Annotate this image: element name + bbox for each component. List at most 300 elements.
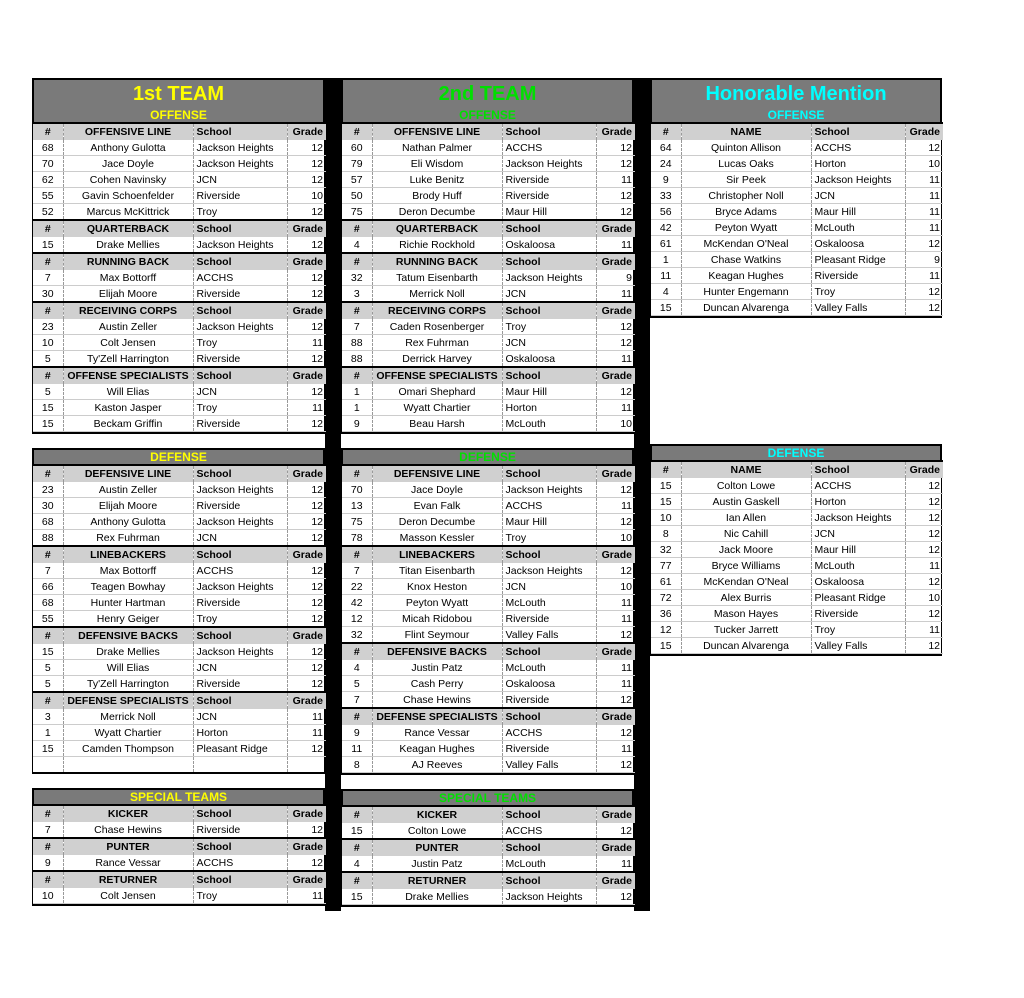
column-header-school: School	[502, 465, 596, 482]
player-row	[33, 482, 326, 498]
player-row	[33, 579, 326, 595]
player-name: Sir Peek	[681, 172, 811, 188]
player-school: Maur Hill	[811, 204, 905, 220]
player-row	[33, 563, 326, 579]
player-row	[651, 478, 943, 494]
player-name: Chase Hewins	[372, 692, 502, 709]
second-offense-label: OFFENSE	[342, 108, 633, 122]
player-name: Duncan Alvarenga	[681, 300, 811, 316]
player-grade: 12	[596, 140, 635, 156]
player-row	[651, 510, 943, 526]
player-school: Jackson Heights	[502, 482, 596, 498]
column-header-school: School	[193, 871, 287, 888]
position-label: DEFENSE SPECIALISTS	[63, 692, 193, 709]
empty-cell	[287, 757, 326, 773]
player-row	[33, 855, 326, 871]
player-name: Rance Vessar	[63, 855, 193, 871]
player-school: McLouth	[502, 660, 596, 676]
player-school: ACCHS	[811, 478, 905, 494]
player-grade: 11	[596, 286, 635, 303]
column-header-school: School	[502, 643, 596, 660]
player-number: 32	[651, 542, 681, 558]
player-name: Derrick Harvey	[372, 351, 502, 368]
player-name: Anthony Gulotta	[63, 514, 193, 530]
column-header-school: School	[502, 123, 596, 140]
player-school: JCN	[193, 384, 287, 400]
player-row	[651, 236, 943, 252]
player-name: Knox Heston	[372, 579, 502, 595]
player-name: Jace Doyle	[63, 156, 193, 172]
player-school: Jackson Heights	[193, 156, 287, 172]
player-school: Pleasant Ridge	[811, 590, 905, 606]
player-row	[342, 741, 635, 757]
player-row	[342, 498, 635, 514]
player-row	[342, 579, 635, 595]
column-header-grade: Grade	[596, 643, 635, 660]
player-grade: 10	[596, 579, 635, 595]
player-row	[33, 530, 326, 547]
first-offense-label: OFFENSE	[33, 108, 324, 122]
player-row	[342, 172, 635, 188]
column-header-number: #	[342, 643, 372, 660]
player-number: 32	[342, 270, 372, 286]
position-header	[342, 123, 635, 140]
column-header-school: School	[811, 123, 905, 140]
first-defense-label: DEFENSE	[33, 450, 324, 464]
player-school: ACCHS	[811, 140, 905, 156]
column-header-school: School	[193, 465, 287, 482]
column-header-number: #	[342, 367, 372, 384]
player-grade: 12	[596, 335, 635, 351]
player-row	[33, 611, 326, 628]
player-name: Duncan Alvarenga	[681, 638, 811, 654]
player-grade: 12	[905, 236, 943, 252]
player-number: 75	[342, 514, 372, 530]
player-row	[651, 622, 943, 638]
position-header	[342, 367, 635, 384]
first-title: 1st TEAM	[33, 78, 324, 108]
player-row	[33, 595, 326, 611]
player-school: Riverside	[502, 741, 596, 757]
second-title: 2nd TEAM	[342, 78, 633, 108]
player-number: 70	[33, 156, 63, 172]
player-name: Camden Thompson	[63, 741, 193, 757]
player-number: 79	[342, 156, 372, 172]
player-name: Colt Jensen	[63, 335, 193, 351]
player-name: Beckam Griffin	[63, 416, 193, 432]
player-row	[342, 351, 635, 368]
column-header-school: School	[193, 367, 287, 384]
position-label: LINEBACKERS	[63, 546, 193, 563]
player-school: Riverside	[193, 595, 287, 611]
player-name: Rance Vessar	[372, 725, 502, 741]
column-header-school: School	[193, 123, 287, 140]
player-grade: 11	[905, 188, 943, 204]
player-grade: 12	[905, 638, 943, 654]
position-label: NAME	[681, 123, 811, 140]
column-header-grade: Grade	[596, 220, 635, 237]
player-number: 1	[33, 725, 63, 741]
column-header-grade: Grade	[287, 123, 326, 140]
player-number: 78	[342, 530, 372, 547]
column-header-number: #	[33, 220, 63, 237]
player-name: Chase Watkins	[681, 252, 811, 268]
player-name: Brody Huff	[372, 188, 502, 204]
player-number: 15	[342, 823, 372, 839]
player-school: Jackson Heights	[193, 579, 287, 595]
player-grade: 12	[596, 823, 635, 839]
second-team-column	[341, 78, 634, 907]
player-grade: 12	[596, 156, 635, 172]
player-number: 15	[33, 416, 63, 432]
position-header	[342, 546, 635, 563]
second-defense-block	[341, 448, 634, 775]
player-row	[33, 498, 326, 514]
position-label: QUARTERBACK	[372, 220, 502, 237]
player-name: Peyton Wyatt	[681, 220, 811, 236]
player-school: Jackson Heights	[193, 514, 287, 530]
player-name: Ty'Zell Harrington	[63, 676, 193, 693]
player-grade: 12	[287, 140, 326, 156]
player-number: 7	[342, 692, 372, 709]
position-label: NAME	[681, 461, 811, 478]
column-header-grade: Grade	[596, 839, 635, 856]
player-grade: 11	[905, 558, 943, 574]
player-row	[342, 660, 635, 676]
player-grade: 11	[287, 335, 326, 351]
player-row	[651, 300, 943, 316]
player-name: Bryce Williams	[681, 558, 811, 574]
player-school: Riverside	[502, 188, 596, 204]
player-number: 4	[342, 237, 372, 253]
player-row	[342, 757, 635, 773]
player-school: Oskaloosa	[502, 676, 596, 692]
player-school: ACCHS	[193, 855, 287, 871]
player-row	[651, 252, 943, 268]
player-number: 33	[651, 188, 681, 204]
player-name: Wyatt Chartier	[372, 400, 502, 416]
player-number: 5	[33, 676, 63, 693]
player-name: Elijah Moore	[63, 498, 193, 514]
player-number: 11	[342, 741, 372, 757]
player-grade: 12	[287, 514, 326, 530]
player-row	[33, 204, 326, 221]
player-row	[33, 319, 326, 335]
position-label: RECEIVING CORPS	[372, 302, 502, 319]
column-header-number: #	[33, 838, 63, 855]
player-number: 10	[651, 510, 681, 526]
player-number: 9	[651, 172, 681, 188]
first-offense-table	[33, 122, 326, 432]
player-number: 12	[651, 622, 681, 638]
position-header	[33, 253, 326, 270]
player-number: 23	[33, 482, 63, 498]
first-defense-table	[33, 464, 326, 772]
player-number: 24	[651, 156, 681, 172]
player-row	[33, 676, 326, 693]
player-name: Tucker Jarrett	[681, 622, 811, 638]
player-row	[651, 494, 943, 510]
column-header-number: #	[33, 871, 63, 888]
player-school: McLouth	[502, 416, 596, 432]
column-header-number: #	[342, 465, 372, 482]
player-school: Riverside	[193, 498, 287, 514]
column-header-grade: Grade	[287, 805, 326, 822]
player-school: JCN	[502, 286, 596, 303]
position-header	[33, 871, 326, 888]
player-row	[342, 725, 635, 741]
hm-defense-table	[651, 460, 943, 654]
player-number: 3	[33, 709, 63, 725]
player-row	[342, 384, 635, 400]
player-school: Valley Falls	[502, 757, 596, 773]
player-row	[33, 335, 326, 351]
column-header-grade: Grade	[596, 872, 635, 889]
player-grade: 11	[905, 204, 943, 220]
player-school: Riverside	[193, 286, 287, 303]
hm-defense-label: DEFENSE	[651, 446, 941, 460]
player-school: Jackson Heights	[502, 889, 596, 905]
player-row	[651, 526, 943, 542]
player-school: JCN	[811, 526, 905, 542]
player-school: Troy	[193, 335, 287, 351]
second-offense-block	[341, 78, 634, 434]
player-row	[342, 595, 635, 611]
player-number: 1	[342, 384, 372, 400]
player-number: 77	[651, 558, 681, 574]
column-header-grade: Grade	[596, 302, 635, 319]
column-header-grade: Grade	[287, 302, 326, 319]
player-row	[33, 156, 326, 172]
column-header-number: #	[33, 692, 63, 709]
player-number: 7	[33, 270, 63, 286]
player-grade: 11	[287, 400, 326, 416]
player-row	[33, 172, 326, 188]
column-header-number: #	[342, 806, 372, 823]
player-school: Maur Hill	[502, 204, 596, 221]
player-name: Nathan Palmer	[372, 140, 502, 156]
empty-cell	[33, 757, 63, 773]
position-header	[33, 302, 326, 319]
column-header-number: #	[33, 805, 63, 822]
position-header	[342, 708, 635, 725]
player-grade: 12	[287, 595, 326, 611]
player-school: Riverside	[811, 606, 905, 622]
player-grade: 12	[287, 530, 326, 547]
position-header	[33, 465, 326, 482]
player-school: Jackson Heights	[502, 156, 596, 172]
player-school: Oskaloosa	[811, 574, 905, 590]
player-school: ACCHS	[502, 823, 596, 839]
player-grade: 11	[287, 888, 326, 904]
player-school: Oskaloosa	[502, 351, 596, 368]
player-school: Troy	[811, 284, 905, 300]
column-header-school: School	[193, 805, 287, 822]
player-grade: 10	[596, 530, 635, 547]
player-grade: 11	[596, 660, 635, 676]
player-row	[651, 156, 943, 172]
position-label: RETURNER	[372, 872, 502, 889]
player-grade: 12	[596, 188, 635, 204]
player-number: 61	[651, 574, 681, 590]
player-number: 52	[33, 204, 63, 221]
player-row	[651, 284, 943, 300]
player-name: Colt Jensen	[63, 888, 193, 904]
player-school: Oskaloosa	[502, 237, 596, 253]
empty-cell	[63, 757, 193, 773]
player-grade: 11	[596, 856, 635, 872]
player-grade: 11	[596, 351, 635, 368]
player-grade: 12	[287, 579, 326, 595]
player-name: Colton Lowe	[372, 823, 502, 839]
position-header	[342, 872, 635, 889]
player-name: Marcus McKittrick	[63, 204, 193, 221]
player-row	[342, 237, 635, 253]
player-school: Oskaloosa	[811, 236, 905, 252]
player-number: 15	[651, 494, 681, 510]
column-header-school: School	[502, 839, 596, 856]
position-label: RETURNER	[63, 871, 193, 888]
player-row	[33, 351, 326, 368]
player-name: Nic Cahill	[681, 526, 811, 542]
player-grade: 12	[287, 611, 326, 628]
column-header-number: #	[342, 302, 372, 319]
player-name: Drake Mellies	[372, 889, 502, 905]
player-grade: 12	[287, 822, 326, 838]
player-grade: 12	[596, 563, 635, 579]
player-grade: 12	[287, 660, 326, 676]
player-grade: 11	[596, 237, 635, 253]
player-number: 36	[651, 606, 681, 622]
player-school: Riverside	[193, 351, 287, 368]
position-header	[33, 367, 326, 384]
column-header-school: School	[502, 367, 596, 384]
player-number: 4	[342, 856, 372, 872]
player-name: Christopher Noll	[681, 188, 811, 204]
player-grade: 12	[596, 627, 635, 644]
column-header-number: #	[33, 253, 63, 270]
column-header-grade: Grade	[596, 806, 635, 823]
player-number: 13	[342, 498, 372, 514]
player-grade: 11	[596, 676, 635, 692]
player-row	[651, 542, 943, 558]
player-grade: 12	[905, 542, 943, 558]
player-number: 68	[33, 514, 63, 530]
player-number: 8	[651, 526, 681, 542]
player-name: Jace Doyle	[372, 482, 502, 498]
player-name: Masson Kessler	[372, 530, 502, 547]
player-school: Valley Falls	[811, 300, 905, 316]
column-header-grade: Grade	[287, 838, 326, 855]
player-name: Flint Seymour	[372, 627, 502, 644]
player-row	[33, 270, 326, 286]
column-separator	[325, 78, 341, 911]
player-number: 42	[342, 595, 372, 611]
player-grade: 12	[287, 498, 326, 514]
player-name: Peyton Wyatt	[372, 595, 502, 611]
player-number: 30	[33, 498, 63, 514]
player-name: Gavin Schoenfelder	[63, 188, 193, 204]
player-number: 64	[651, 140, 681, 156]
column-header-school: School	[811, 461, 905, 478]
player-grade: 12	[905, 526, 943, 542]
player-row	[342, 823, 635, 839]
column-header-school: School	[193, 627, 287, 644]
player-school: Riverside	[193, 822, 287, 838]
player-grade: 12	[596, 204, 635, 221]
position-header	[33, 123, 326, 140]
player-grade: 12	[596, 514, 635, 530]
column-header-school: School	[193, 253, 287, 270]
player-name: Drake Mellies	[63, 644, 193, 660]
player-grade: 12	[287, 741, 326, 757]
player-row	[33, 140, 326, 156]
player-school: JCN	[193, 530, 287, 547]
first-special-label: SPECIAL TEAMS	[33, 790, 324, 804]
player-name: Omari Shephard	[372, 384, 502, 400]
player-name: Ian Allen	[681, 510, 811, 526]
player-school: Riverside	[193, 416, 287, 432]
player-number: 62	[33, 172, 63, 188]
player-school: Riverside	[502, 611, 596, 627]
column-header-school: School	[502, 253, 596, 270]
player-grade: 11	[596, 741, 635, 757]
player-school: JCN	[193, 709, 287, 725]
column-header-grade: Grade	[596, 708, 635, 725]
player-grade: 12	[287, 644, 326, 660]
column-header-school: School	[502, 872, 596, 889]
first-team-column	[32, 78, 325, 906]
position-header	[33, 627, 326, 644]
player-grade: 11	[596, 498, 635, 514]
column-header-school: School	[502, 302, 596, 319]
player-row	[33, 400, 326, 416]
player-number: 72	[651, 590, 681, 606]
position-label: OFFENSE SPECIALISTS	[372, 367, 502, 384]
player-school: JCN	[502, 579, 596, 595]
player-row	[342, 188, 635, 204]
player-school: Riverside	[811, 268, 905, 284]
player-number: 68	[33, 595, 63, 611]
player-name: Jack Moore	[681, 542, 811, 558]
position-label: OFFENSIVE LINE	[372, 123, 502, 140]
player-name: Drake Mellies	[63, 237, 193, 253]
player-number: 66	[33, 579, 63, 595]
player-school: JCN	[193, 172, 287, 188]
player-grade: 11	[905, 268, 943, 284]
player-number: 12	[342, 611, 372, 627]
player-grade: 11	[596, 400, 635, 416]
player-name: Kaston Jasper	[63, 400, 193, 416]
player-grade: 12	[287, 156, 326, 172]
player-name: Elijah Moore	[63, 286, 193, 303]
player-name: Richie Rockhold	[372, 237, 502, 253]
column-header-school: School	[502, 220, 596, 237]
column-header-number: #	[342, 546, 372, 563]
player-number: 60	[342, 140, 372, 156]
player-number: 7	[342, 563, 372, 579]
player-row	[33, 188, 326, 204]
position-header	[342, 806, 635, 823]
player-grade: 12	[905, 574, 943, 590]
first-special-table	[33, 804, 326, 904]
player-name: Max Bottorff	[63, 270, 193, 286]
player-grade: 9	[905, 252, 943, 268]
player-row	[33, 660, 326, 676]
player-school: JCN	[811, 188, 905, 204]
player-grade: 12	[596, 482, 635, 498]
position-header	[342, 643, 635, 660]
